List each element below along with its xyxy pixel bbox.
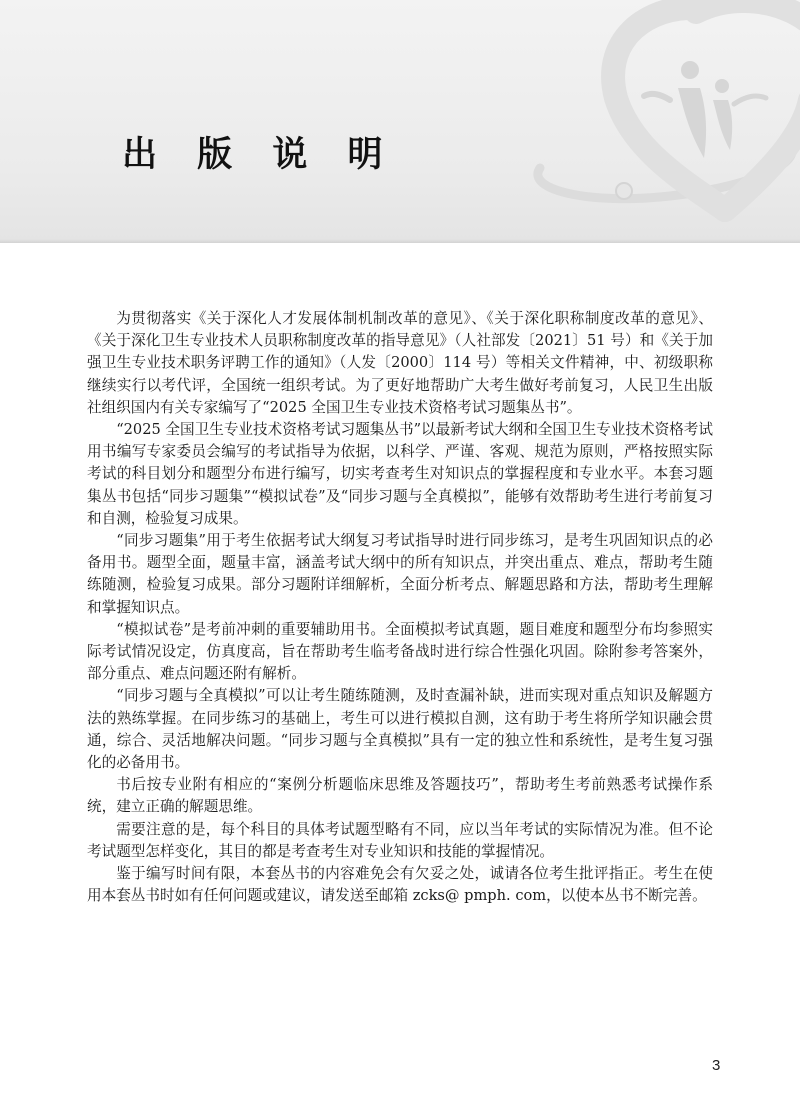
paragraph: 书后按专业附有相应的“案例分析题临床思维及答题技巧”，帮助考生考前熟悉考试操作系统，建立正确的解题思维。 — [87, 776, 713, 816]
heart-family-logo-icon — [520, 0, 800, 243]
preface-body — [87, 308, 713, 907]
page-number: 3 — [712, 1057, 721, 1074]
paragraph: “同步习题集”用于考生依据考试大纲复习考试指导时进行同步练习，是考生巩固知识点的必备用书。题型全面，题量丰富，涵盖考试大纲中的所有知识点，并突出重点、难点，帮助考生随练随测，检验复习成果。部分习题附详细解析，全面分析考点、解题思路和方法，帮助考生理解和掌握知识点。 — [87, 532, 713, 616]
paragraph: 需要注意的是，每个科目的具体考试题型略有不同，应以当年考试的实际情况为准。但不论考试题型怎样变化，其目的都是考查考生对专业知识和技能的掌握情况。 — [87, 820, 713, 860]
paragraph: 鉴于编写时间有限，本套丛书的内容难免会有欠妥之处，诚请各位考生批评指正。考生在使用本套丛书时如有任何问题或建议，请发送至邮箱 zcks@ pmph. com，以使本丛书不断完善。 — [87, 865, 713, 905]
paragraph: “2025 全国卫生专业技术资格考试习题集丛书”以最新考试大纲和全国卫生专业技术资格考试用书编写专家委员会编写的考试指导为依据，以科学、严谨、客观、规范为原则，严格按照实际考试的科目划分和题型分布进行编写，切实考查考生对知识点的掌握程度和专业水平。本套习题集丛书包括“同步习题集”“模拟试卷”及“同步习题与全真模拟”，能够有效帮助考生进行考前复习和自测，检验复习成果。 — [87, 421, 713, 527]
paragraph: “同步习题与全真模拟”可以让考生随练随测，及时查漏补缺，进而实现对重点知识及解题方法的熟练掌握。在同步练习的基础上，考生可以进行模拟自测，这有助于考生将所学知识融会贯通，综合、灵活地解决问题。“同步习题与全真模拟”具有一定的独立性和系统性，是考生复习强化的必备用书。 — [87, 687, 713, 772]
paragraph: “模拟试卷”是考前冲刺的重要辅助用书。全面模拟考试真题，题目难度和题型分布均参照实际考试情况设定，仿真度高，旨在帮助考生临考备战时进行综合性强化巩固。除附参考答案外，部分重点、难点问题还附有解析。 — [87, 620, 713, 683]
page-title: 出 版 说 明 — [122, 135, 397, 175]
paragraph: 为贯彻落实《关于深化人才发展体制机制改革的意见》、《关于深化职称制度改革的意见》、《关于深化卫生专业技术人员职称制度改革的指导意见》（人社部发〔2021〕51 号）和《关于加强卫生专业技术职务评聘工作的通知》（人发〔2000〕114 号）等相关文件精神，中、初级职称继续实行以考代评，全国统一组织考试。为了更好地帮助广大考生做好考前复习，人民卫生出版社组织国内有关专家编写了“2025 全国卫生专业技术资格考试习题集丛书”。 — [87, 310, 713, 416]
